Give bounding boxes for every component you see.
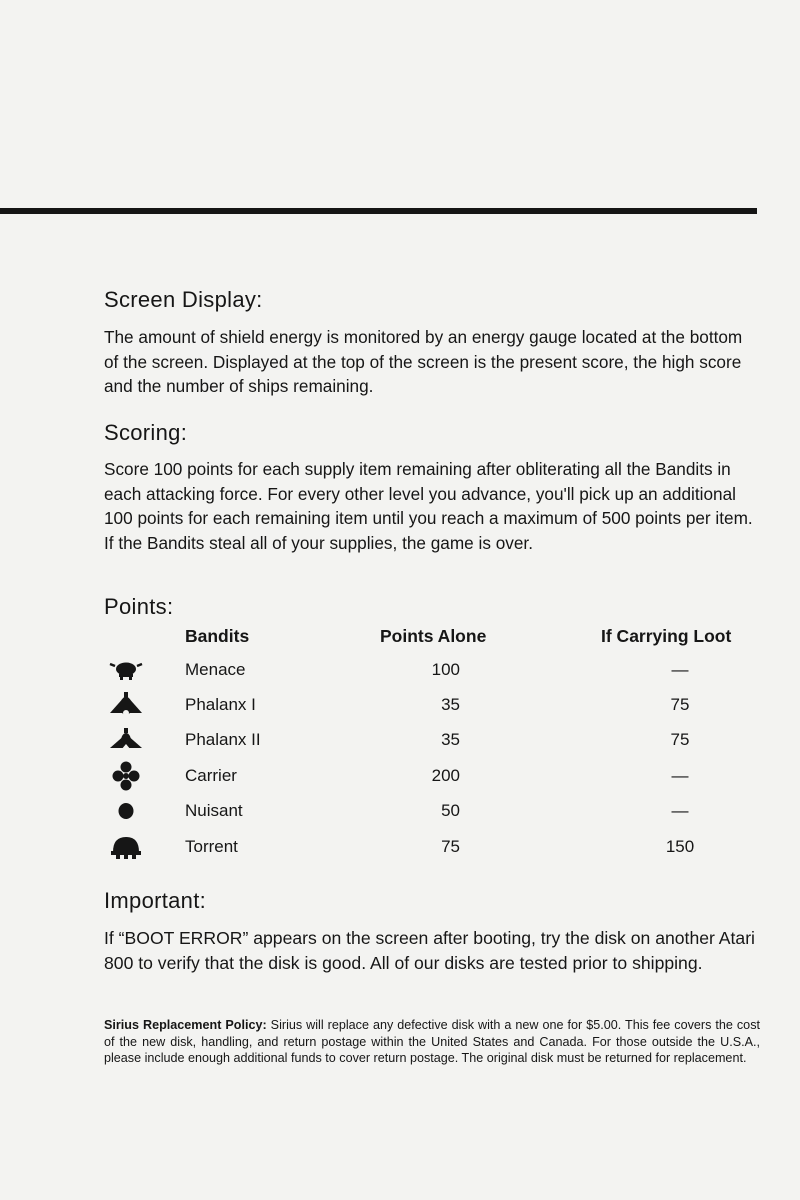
points-alone: 50: [441, 801, 460, 820]
bandit-name: Carrier: [185, 766, 237, 785]
torrent-icon: [108, 833, 144, 861]
bandit-name: Torrent: [185, 837, 238, 856]
screen-display-heading: Screen Display:: [104, 287, 263, 312]
points-with-loot: —: [671, 801, 689, 820]
table-row: [0, 726, 800, 758]
top-rule: [0, 208, 757, 214]
points-heading: Points:: [104, 594, 174, 619]
phalanx-ii-icon: [108, 726, 144, 754]
points-alone: 35: [441, 730, 460, 749]
bandit-name: Phalanx I: [185, 695, 256, 714]
policy-text: Sirius will replace any defective disk with a new one for $5.00. This fee covers the cost of the new disk, handling, and return postage within the United States and Canada. For those outside the U.S.A., please include enough additional funds to cover return postage. The original disk must be returned for replacement.: [104, 1018, 760, 1065]
scoring-heading: Scoring:: [104, 420, 188, 445]
points-alone: 100: [431, 660, 460, 679]
nuisant-icon: [108, 797, 144, 825]
points-alone: 75: [441, 837, 460, 856]
points-alone: 200: [431, 766, 460, 785]
important-heading: Important:: [104, 888, 207, 913]
column-header-if-carrying-loot: If Carrying Loot: [601, 626, 732, 646]
table-row: [0, 656, 800, 688]
points-alone: 35: [441, 695, 460, 714]
replacement-policy: [104, 1017, 760, 1067]
policy-label: Sirius Replacement Policy:: [104, 1018, 267, 1032]
points-with-loot: 75: [670, 730, 690, 749]
bandit-name: Phalanx II: [185, 730, 261, 749]
table-row: [0, 762, 800, 794]
important-text: If “BOOT ERROR” appears on the screen after booting, try the disk on another Atari 800 to verify that the disk is good. All of our disks are tested prior to shipping.: [104, 928, 755, 973]
table-row: [0, 797, 800, 829]
bandit-name: Nuisant: [185, 801, 243, 820]
table-row: [0, 691, 800, 723]
phalanx-i-icon: [108, 691, 144, 719]
carrier-icon: [108, 759, 144, 793]
menace-icon: [108, 656, 144, 684]
screen-display-text: The amount of shield energy is monitored by an energy gauge located at the bottom of the screen. Displayed at the top of the screen is the present score, the high score and the number of ships remaining.: [104, 327, 743, 396]
points-with-loot: —: [671, 766, 689, 785]
points-with-loot: 150: [665, 837, 695, 856]
column-header-bandits: Bandits: [185, 626, 250, 646]
column-header-points-alone: Points Alone: [380, 626, 487, 646]
bandit-name: Menace: [185, 660, 246, 679]
table-row: [0, 833, 800, 865]
points-with-loot: 75: [670, 695, 690, 714]
scoring-text: Score 100 points for each supply item remaining after obliterating all the Bandits in each attacking force. For every other level you advance, you'll pick up an additional 100 points for each remaining item until you reach a maximum of 500 points per item. If the Bandits steal all of your supplies, the game is over.: [104, 459, 753, 553]
points-with-loot: —: [671, 660, 689, 679]
